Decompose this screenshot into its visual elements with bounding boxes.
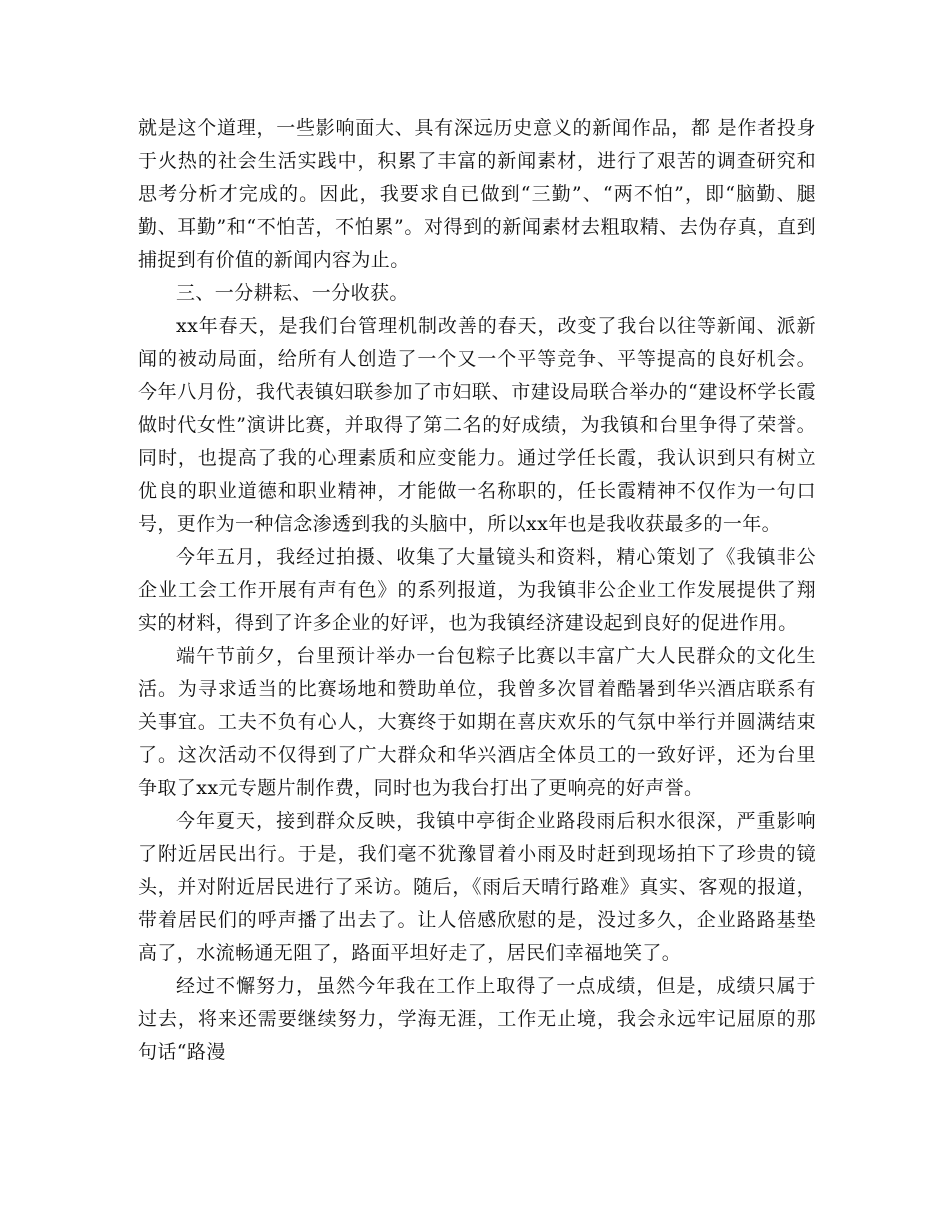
paragraph-4: 今年五月，我经过拍摄、收集了大量镜头和资料，精心策划了《我镇非公企业工会工作开展有声有色》的系列报道，为我镇非公企业工作发展提供了翔实的材料，得到了许多企业的好评，也为我镇经济建设起到良好的促进作用。	[138, 546, 816, 634]
paragraph-3: xx年春天，是我们台管理机制改善的春天，改变了我台以往等新闻、派新闻的被动局面，给所有人创造了一个又一个平等竞争、平等提高的良好机会。今年八月份，我代表镇妇联参加了市妇联、市建设局联合举办的“建设杯学长霞做时代女性”演讲比赛，并取得了第二名的好成绩，为我镇和台里争得了荣誉。同时，也提高了我的心理素质和应变能力。通过学任长霞，我认识到只有树立优良的职业道德和职业精神，才能做一名称职的，任长霞精神不仅作为一句口号，更作为一种信念渗透到我的头脑中，所以xx年也是我收获最多的一年。	[138, 315, 816, 535]
paragraph-6: 今年夏天，接到群众反映，我镇中亭街企业路段雨后积水很深，严重影响了附近居民出行。于是，我们毫不犹豫冒着小雨及时赶到现场拍下了珍贵的镜头，并对附近居民进行了采访。随后，《雨后天晴行路难》真实、客观的报道，带着居民们的呼声播了出去了。让人倍感欣慰的是，没过多久，企业路路基垫高了，水流畅通无阻了，路面平坦好走了，居民们幸福地笑了。	[138, 810, 816, 964]
document-body	[138, 112, 816, 1069]
paragraph-5: 端午节前夕，台里预计举办一台包粽子比赛以丰富广大人民群众的文化生活。为寻求适当的比赛场地和赞助单位，我曾多次冒着酷暑到华兴酒店联系有关事宜。工夫不负有心人，大赛终于如期在喜庆欢乐的气氛中举行并圆满结束了。这次活动不仅得到了广大群众和华兴酒店全体员工的一致好评，还为台里争取了xx元专题片制作费，同时也为我台打出了更响亮的好声誉。	[138, 645, 816, 799]
section-heading-3: 三、一分耕耘、一分收获。	[176, 282, 409, 304]
paragraph-7: 经过不懈努力，虽然今年我在工作上取得了一点成绩，但是，成绩只属于过去，将来还需要继续努力，学海无涯，工作无止境，我会永远牢记屈原的那句话“路漫	[138, 975, 816, 1063]
paragraph-1: 就是这个道理，一些影响面大、具有深远历史意义的新闻作品，都 是作者投身于火热的社会生活实践中，积累了丰富的新闻素材，进行了艰苦的调查研究和思考分析才完成的。因此，我要求自已做到“三勤”、“两不怕”，即“脑勤、腿勤、耳勤”和“不怕苦，不怕累”。对得到的新闻素材去粗取精、去伪存真，直到捕捉到有价值的新闻内容为止。	[138, 117, 816, 271]
